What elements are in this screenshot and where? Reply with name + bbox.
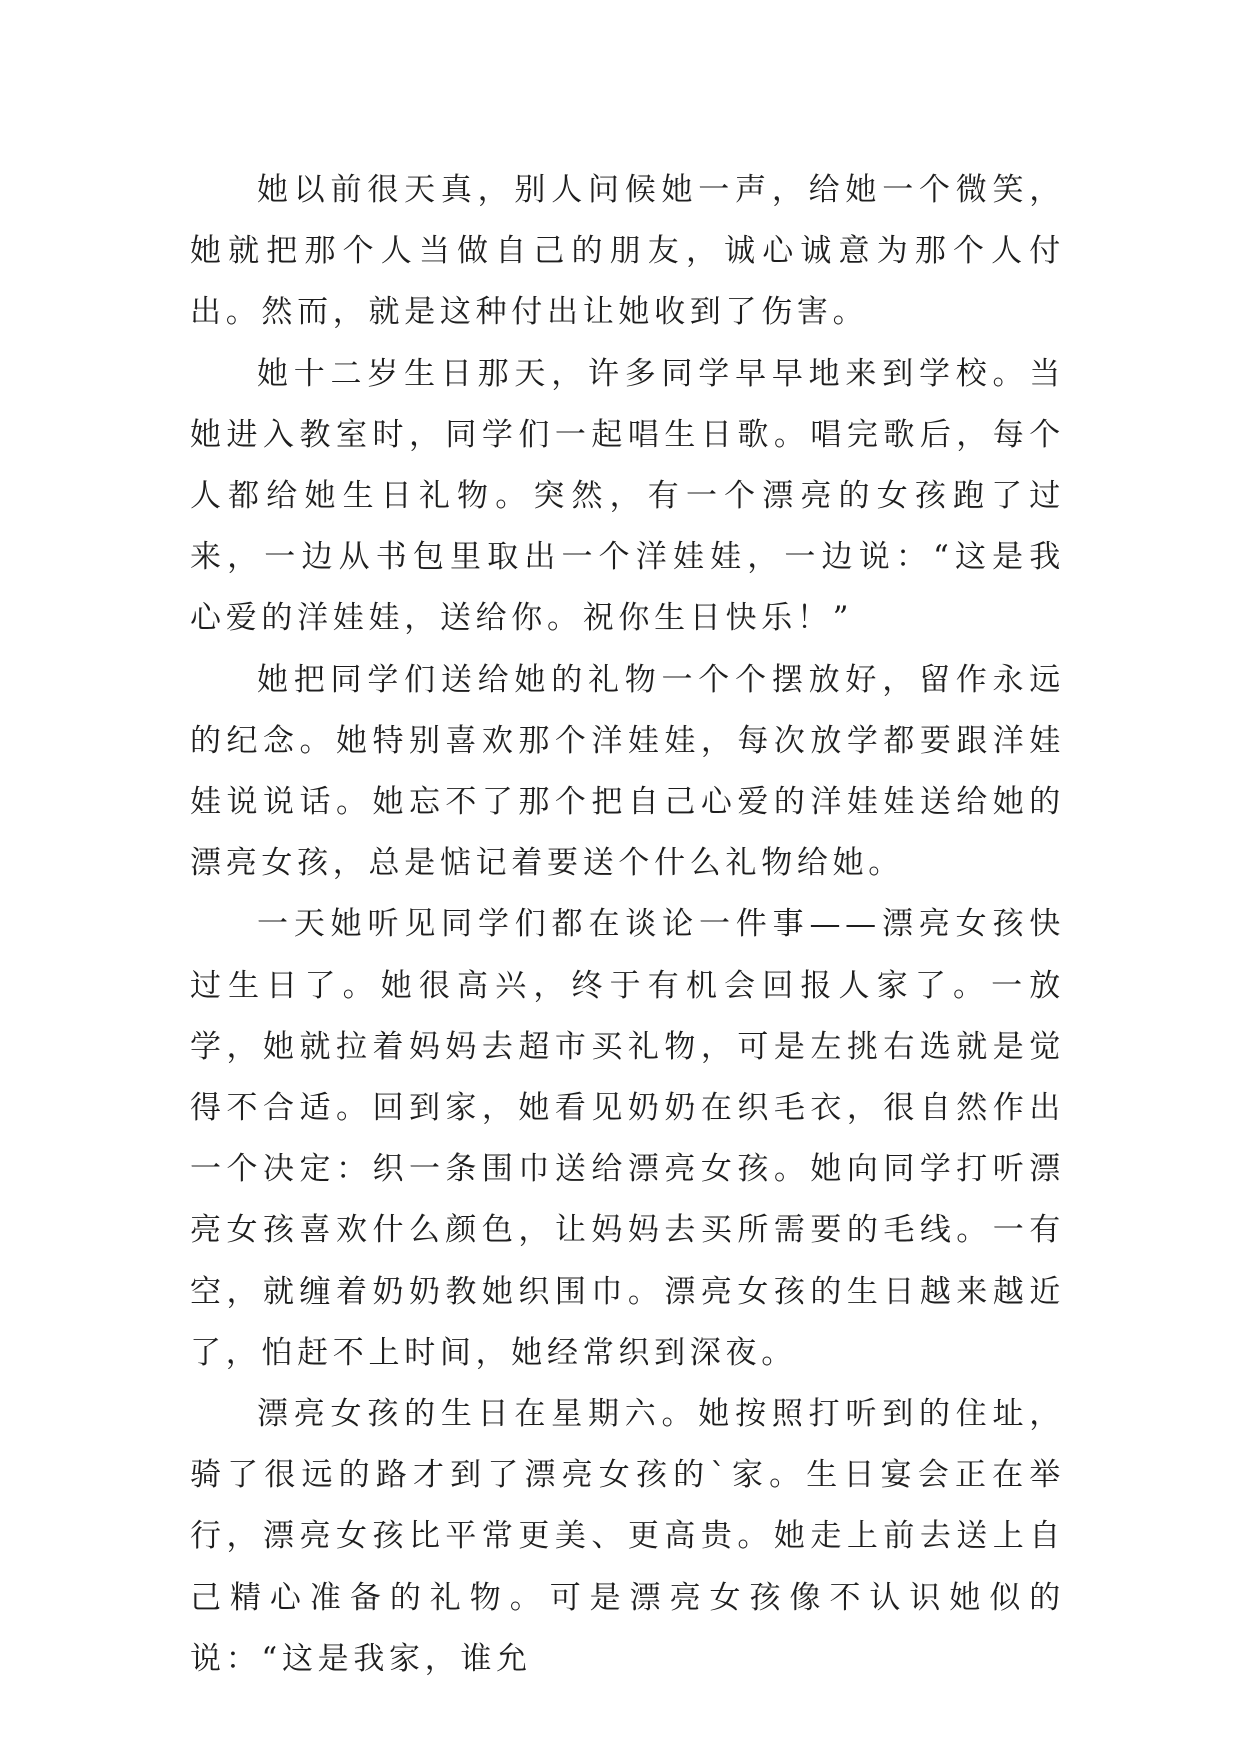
paragraph-1: 她以前很天真，别人问候她一声，给她一个微笑，她就把那个人当做自己的朋友，诚心诚意为那个人付出。然而，就是这种付出让她收到了伤害。 <box>190 172 1065 331</box>
paragraph-5: 漂亮女孩的生日在星期六。她按照打听到的住址，骑了很远的路才到了漂亮女孩的`家。生日宴会正在举行，漂亮女孩比平常更美、更高贵。她走上前去送上自己精心准备的礼物。可是漂亮女孩像不认识她似的说：“这是我家，谁允 <box>190 1396 1065 1677</box>
paragraph-3: 她把同学们送给她的礼物一个个摆放好，留作永远的纪念。她特别喜欢那个洋娃娃，每次放学都要跟洋娃娃说说话。她忘不了那个把自己心爱的洋娃娃送给她的漂亮女孩，总是惦记着要送个什么礼物给她。 <box>190 661 1065 882</box>
paragraph-2: 她十二岁生日那天，许多同学早早地来到学校。当她进入教室时，同学们一起唱生日歌。唱完歌后，每个人都给她生日礼物。突然，有一个漂亮的女孩跑了过来，一边从书包里取出一个洋娃娃，一边说：“这是我心爱的洋娃娃，送给你。祝你生日快乐！” <box>190 355 1065 637</box>
document-page <box>190 160 1065 1690</box>
paragraph-4: 一天她听见同学们都在谈论一件事——漂亮女孩快过生日了。她很高兴，终于有机会回报人家了。一放学，她就拉着妈妈去超市买礼物，可是左挑右选就是觉得不合适。回到家，她看见奶奶在织毛衣，很自然作出一个决定：织一条围巾送给漂亮女孩。她向同学打听漂亮女孩喜欢什么颜色，让妈妈去买所需要的毛线。一有空，就缠着奶奶教她织围巾。漂亮女孩的生日越来越近了，怕赶不上时间，她经常织到深夜。 <box>190 906 1065 1371</box>
